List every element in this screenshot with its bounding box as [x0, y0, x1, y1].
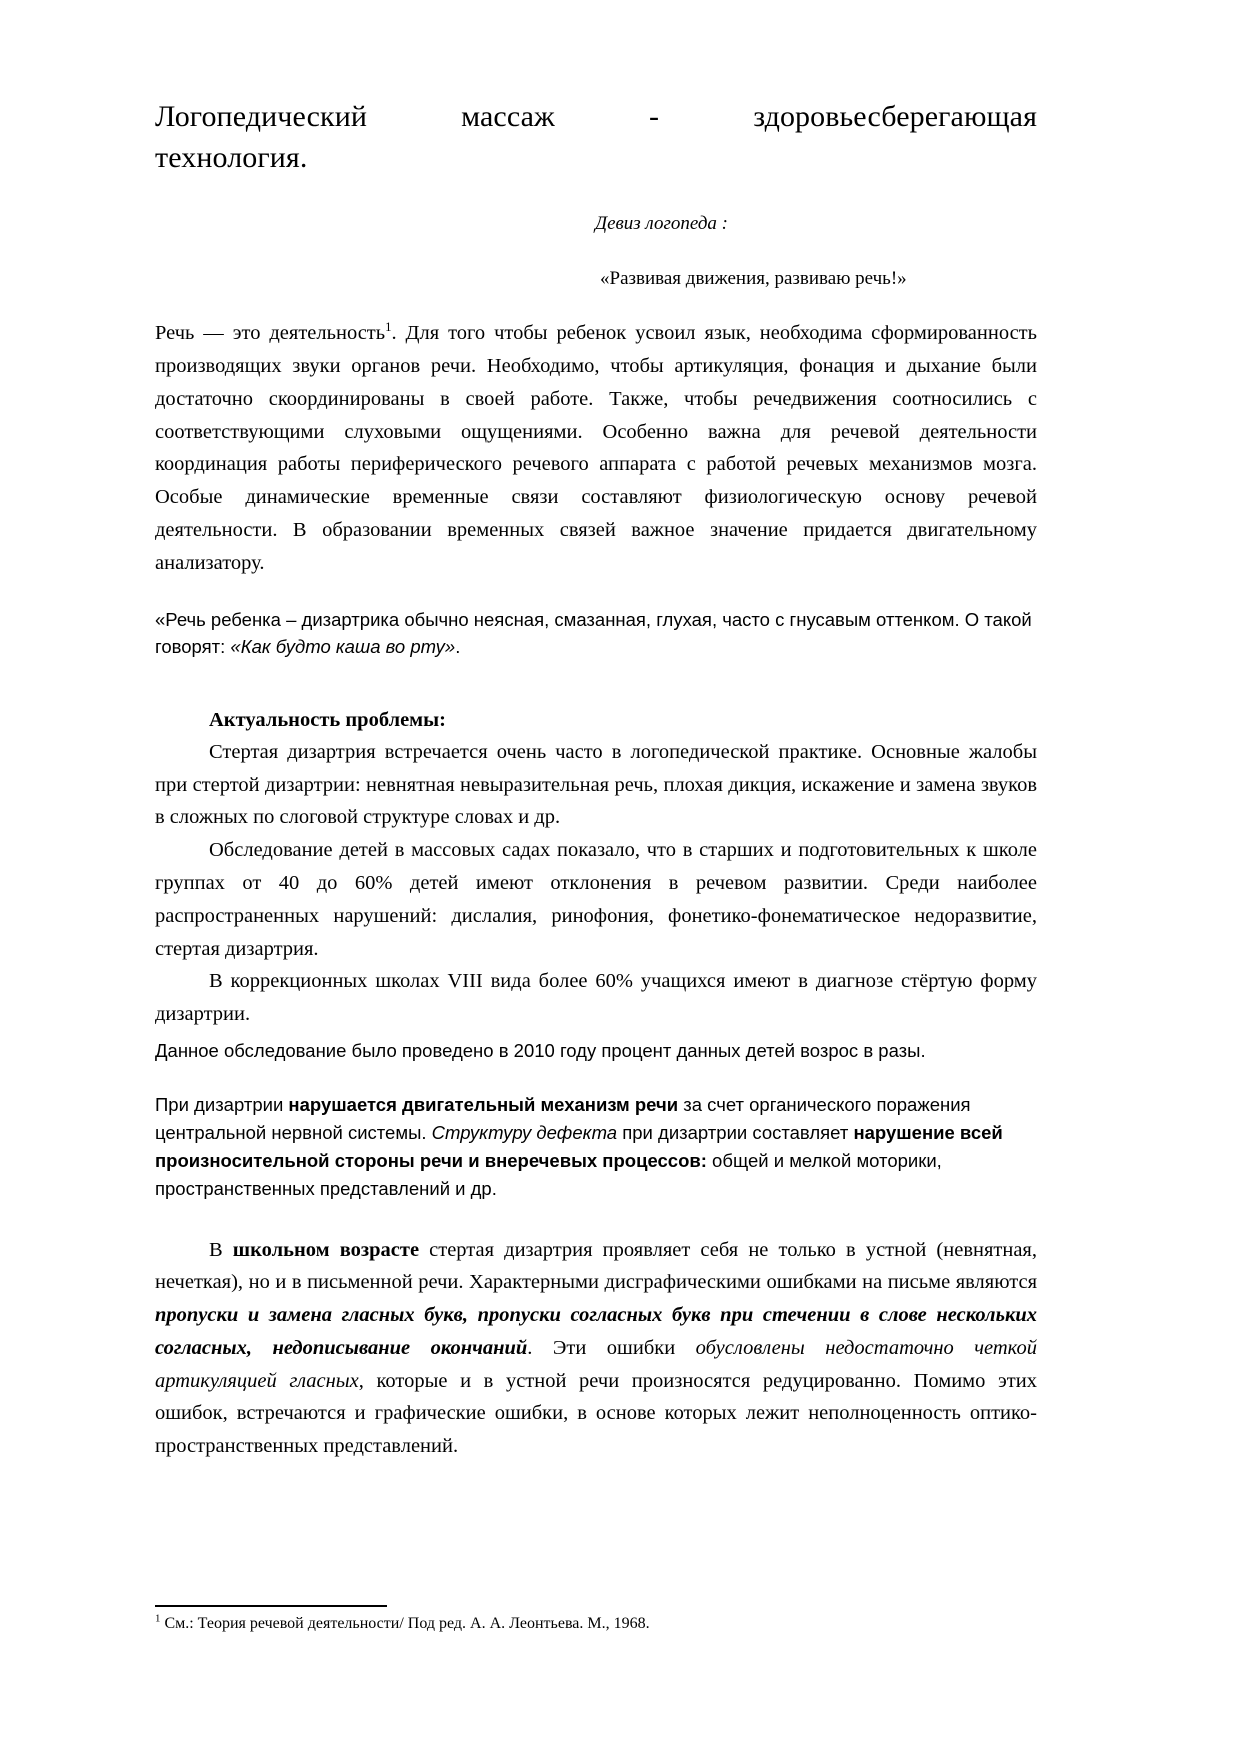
paragraph-child-speech	[155, 606, 1037, 662]
text-run-italic: «Как будто каша во рту»	[230, 636, 456, 658]
text-run: . Для того чтобы ребенок усвоил язык, необходима сформированность производящих звуки органов речи. Необходимо, чтобы артикуляция, фонация и дыхание были достаточно скоординированы в своей работе. Также, чтобы речедвижения соотносились с соответствующими слуховыми ощущениями. Особенно важна для речевой деятельности координация работы периферического речевого аппарата с работой речевых механизмов мозга. Особые динамические временные связи составляют физиологическую основу речевой деятельности. В образовании временных связей важное значение придается двигательному анализатору.	[155, 322, 1037, 574]
paragraph-survey-year: Данное обследование было проведено в 2010 году процент данных детей возрос в разы.	[155, 1039, 926, 1061]
text-run: «Речь ребенка – дизартрика обычно неясная, смазанная, глухая, часто с гнусавым оттенком. О такой говорят:	[155, 608, 1032, 658]
text-run: Речь — это деятельность	[155, 322, 386, 345]
paragraph-speech-activity	[155, 317, 1037, 579]
paragraph-motor-mechanism	[155, 1091, 1037, 1203]
page-title	[155, 96, 1037, 179]
text-run: при дизартрии составляет	[617, 1122, 854, 1144]
paragraph-correctional-schools: В коррекционных школах VIII вида более 60% учащихся имеют в диагнозе стёртую форму дизартрии.	[155, 970, 1037, 1026]
text-run: стертая дизартрия проявляет себя не только в устной (невнятная, нечеткая), но и в письменной речи. Характерными дисграфическими ошибками на письме являются	[155, 1238, 1037, 1294]
footnote-entry	[155, 1613, 1037, 1635]
document-body	[155, 96, 1037, 1463]
footnote-area	[155, 1605, 1037, 1635]
section-heading-relevance: Актуальность проблемы:	[209, 709, 446, 732]
text-run: общей и мелкой моторики, пространственных представлений и др.	[155, 1150, 942, 1200]
paragraph-erased-dysarthria: Стертая дизартрия встречается очень часто в логопедической практике. Основные жалобы при стертой дизартрии: невнятная невыразительная речь, плохая дикция, искажение и замена звуков в сложных по слоговой структуре словах и др.	[155, 740, 1037, 829]
paragraph-survey: Обследование детей в массовых садах показало, что в старших и подготовительных к школе группах от 40 до 60% детей имеют отклонения в речевом развитии. Среди наиболее распространенных нарушений: дислалия, ринофония, фонетико-фонематическое недоразвитие, стертая дизартрия.	[155, 839, 1037, 960]
page-title-line-1: Логопедический массаж - здоровьесберегающая	[155, 100, 1037, 133]
text-run-bold: нарушение всей произносительной стороны речи и внеречевых процессов:	[155, 1122, 1003, 1172]
epigraph-quote: «Развивая движения, развиваю речь!»	[600, 268, 907, 290]
text-run: за счет органического поражения центральной нервной системы.	[155, 1094, 971, 1144]
text-run-bold-italic: пропуски и замена гласных букв, пропуски согласных букв при стечении в слове нескольких согласных, недописывание окончаний	[155, 1304, 1037, 1359]
text-run-italic: Структуру дефекта	[431, 1122, 618, 1144]
text-run-bold: школьном возрасте	[232, 1238, 420, 1261]
epigraph-label: Девиз логопеда :	[595, 212, 729, 234]
footnote-separator-rule	[155, 1605, 387, 1607]
text-run: , которые и в устной речи произносятся редуцированно. Помимо этих ошибок, встречаются и графические ошибки, в основе которых лежит неполноценность оптико-пространственных представлений.	[155, 1369, 1037, 1458]
page-title-line-2: технология.	[155, 141, 308, 175]
footnote-citation-text: См.: Теория речевой деятельности/ Под ред. А. А. Леонтьева. М., 1968.	[160, 1615, 650, 1632]
text-run-italic: обусловлены недостаточно четкой артикуляцией гласных	[155, 1336, 1037, 1392]
text-run: При дизартрии	[155, 1094, 289, 1116]
footnote-reference[interactable]: 1	[385, 320, 392, 335]
text-run: .	[455, 636, 461, 658]
text-run: В	[209, 1238, 233, 1261]
paragraph-school-age	[155, 1234, 1037, 1464]
text-run: . Эти ошибки	[527, 1336, 696, 1359]
text-run-bold: нарушается двигательный механизм речи	[288, 1094, 679, 1116]
footnote-number: 1	[155, 1612, 161, 1625]
